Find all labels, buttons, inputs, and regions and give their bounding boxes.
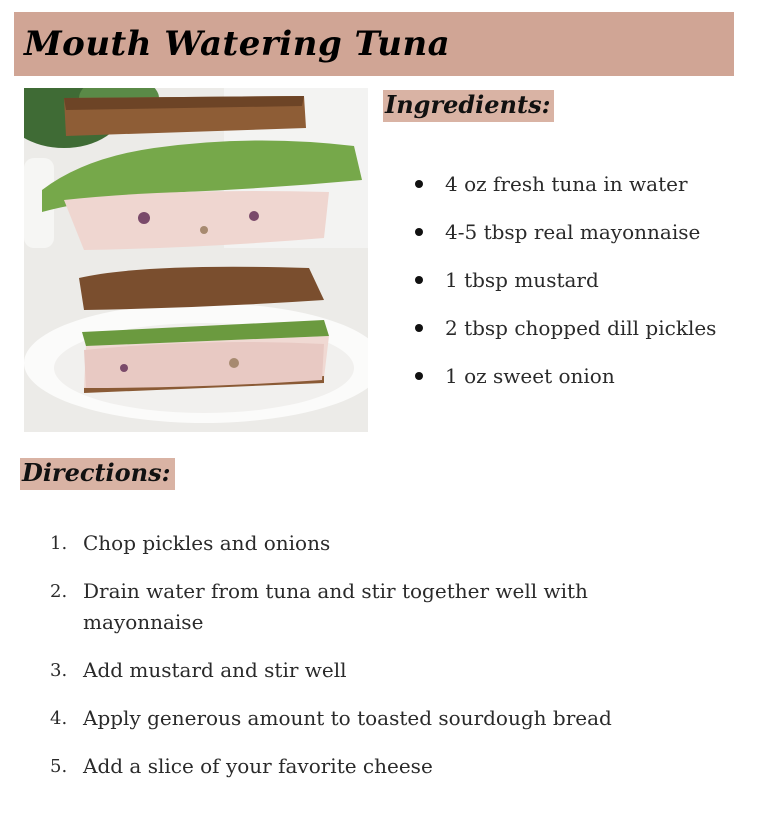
title-banner	[14, 12, 734, 76]
ingredients-list	[412, 160, 716, 400]
list-item	[50, 655, 650, 686]
list-item	[50, 576, 650, 638]
ingredient-text: 1 oz sweet onion	[445, 364, 615, 388]
directions-list	[50, 528, 650, 799]
bullet-icon	[415, 228, 423, 236]
list-item	[50, 528, 650, 559]
list-item	[412, 304, 716, 352]
ingredient-text: 1 tbsp mustard	[445, 268, 599, 292]
list-item	[412, 352, 716, 400]
step-text: Drain water from tuna and stir together well with mayonnaise	[83, 579, 588, 634]
step-number: 4.	[50, 708, 68, 729]
bullet-icon	[415, 324, 423, 332]
list-item	[412, 160, 716, 208]
list-item	[412, 208, 716, 256]
tuna-sandwich-photo	[24, 88, 368, 432]
bullet-icon	[415, 180, 423, 188]
step-text: Add a slice of your favorite cheese	[83, 754, 433, 778]
page-title: Mouth Watering Tuna	[24, 24, 451, 64]
list-item	[412, 256, 716, 304]
step-number: 3.	[50, 660, 68, 681]
step-text: Apply generous amount to toasted sourdough bread	[83, 706, 612, 730]
step-number: 5.	[50, 756, 68, 777]
list-item	[50, 703, 650, 734]
ingredient-text: 4-5 tbsp real mayonnaise	[445, 220, 701, 244]
step-text: Add mustard and stir well	[83, 658, 347, 682]
bullet-icon	[415, 372, 423, 380]
bullet-icon	[415, 276, 423, 284]
ingredients-heading: Ingredients:	[383, 90, 554, 122]
directions-heading: Directions:	[20, 458, 175, 490]
step-number: 2.	[50, 581, 68, 602]
ingredient-text: 2 tbsp chopped dill pickles	[445, 316, 717, 340]
step-text: Chop pickles and onions	[83, 531, 331, 555]
ingredient-text: 4 oz fresh tuna in water	[445, 172, 688, 196]
list-item	[50, 751, 650, 782]
step-number: 1.	[50, 533, 68, 554]
